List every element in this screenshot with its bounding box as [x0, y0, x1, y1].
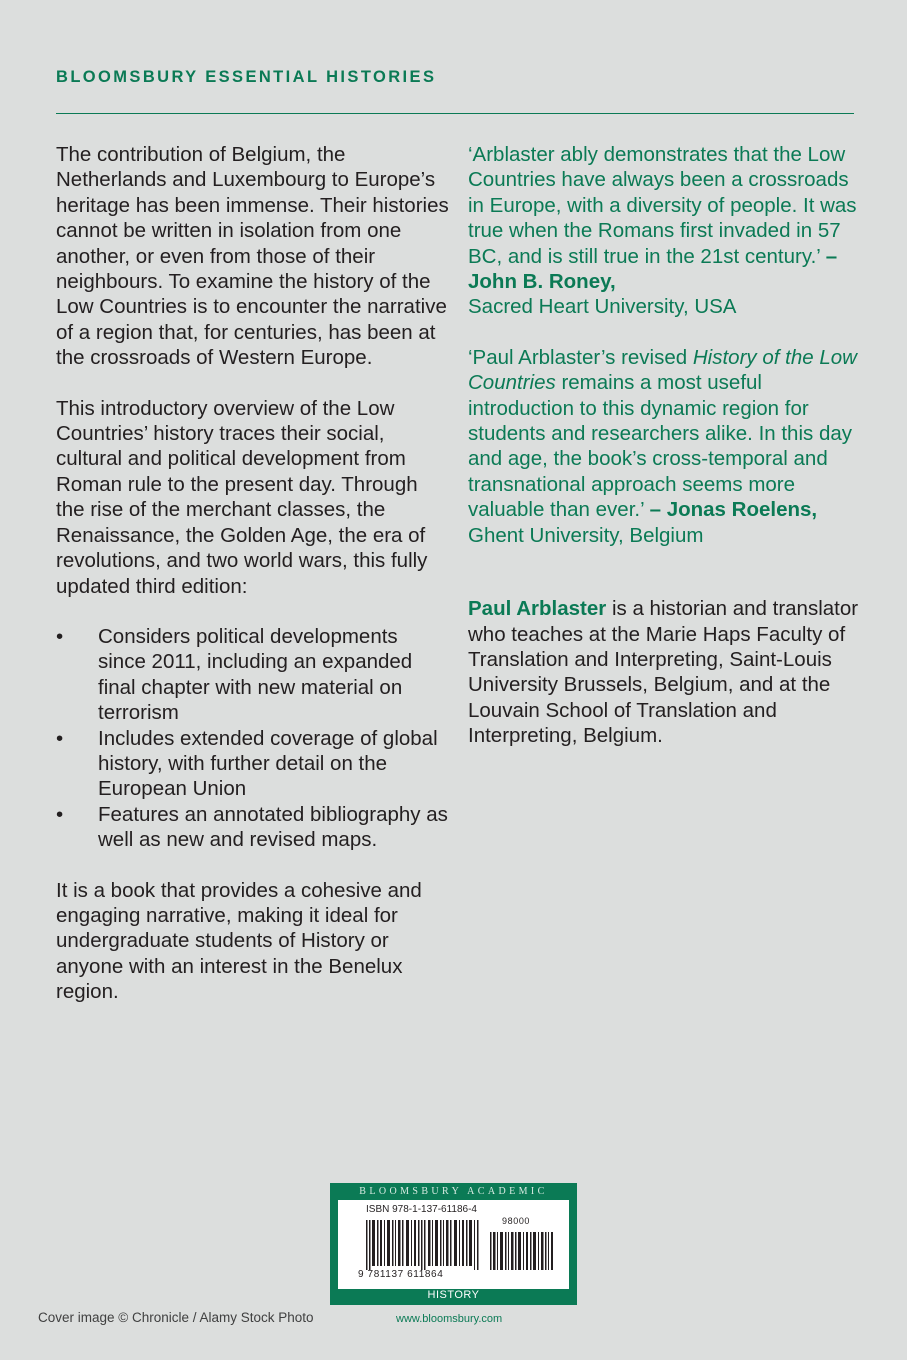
quote-author: – Jonas Roelens, — [649, 498, 818, 522]
feature-list — [56, 624, 451, 853]
feature-list-item — [56, 726, 451, 802]
isbn-label: ISBN 978-1-137-61186-4 — [366, 1204, 477, 1215]
barcode-panel — [330, 1183, 577, 1305]
endorsement-quote-2 — [468, 345, 863, 548]
addon-digits: 98000 — [502, 1216, 531, 1226]
book-title: History of the Low Countries — [468, 345, 857, 395]
quote-affiliation: Ghent University, Belgium — [468, 523, 704, 547]
endorsement-column — [468, 142, 863, 749]
quote-affiliation: Sacred Heart University, USA — [468, 295, 737, 319]
quote-text: remains a most useful introduction to this dynamic region for students and researchers alike. In this day and age, the book’s cross-temporal and transnational approach seems more valuable than ever.’ — [468, 371, 853, 522]
category-label: HISTORY — [427, 1289, 480, 1301]
feature-text: Features an annotated bibliography as well as new and revised maps. — [98, 802, 448, 852]
author-bio — [468, 596, 863, 748]
series-title: BLOOMSBURY ESSENTIAL HISTORIES — [56, 68, 437, 86]
barcode-digits: 9 781137 611864 — [358, 1269, 444, 1280]
barcode-label — [338, 1200, 569, 1289]
description-paragraph-2: This introductory overview of the Low Countries’ history traces their social, cultural and political development from Roman rule to the present day. Through the rise of the merchant classes, the Renaissance, the Golden Age, the era of revolutions, and two world wars, this fully updated third edition: — [56, 396, 428, 598]
author-name: Paul Arblaster — [468, 597, 607, 621]
cover-credit: Cover image © Chronicle / Alamy Stock Photo — [38, 1310, 314, 1325]
feature-list-item — [56, 802, 451, 853]
barcode-icon — [366, 1220, 566, 1270]
publisher-band: BLOOMSBURY ACADEMIC — [359, 1186, 548, 1197]
feature-text: Considers political developments since 2011, including an expanded final chapter with new material on terrorism — [98, 624, 413, 725]
bullet-icon: • — [56, 624, 64, 648]
feature-text: Includes extended coverage of global history, with further detail on the European Union — [98, 726, 438, 801]
quote-text: ‘Arblaster ably demonstrates that the Low Countries have always been a crossroads in Europe, with a diversity of people. It was true when the Romans first invaded in 57 BC, and is still true in the 21st century.’ — [468, 143, 857, 268]
header-divider — [56, 113, 854, 114]
quote-author: – John B. Roney, — [468, 244, 838, 294]
description-paragraph-3: It is a book that provides a cohesive and engaging narrative, making it ideal for undergraduate students of History or anyone with an interest in the Benelux region. — [56, 878, 422, 1004]
endorsement-quote-1 — [468, 142, 863, 320]
author-bio-text: is a historian and translator who teaches at the Marie Haps Faculty of Translation and Interpreting, Saint-Louis University Brussels, Belgium, and at the Louvain School of Translation and Interpreting, Belgium. — [468, 597, 859, 748]
publisher-website-link[interactable]: www.bloomsbury.com — [396, 1313, 503, 1325]
bullet-icon: • — [56, 726, 64, 750]
feature-list-item — [56, 624, 451, 726]
quote-text: ‘Paul Arblaster’s revised — [468, 345, 693, 369]
bullet-icon: • — [56, 802, 64, 826]
description-column — [56, 142, 451, 1030]
description-paragraph-1: The contribution of Belgium, the Netherlands and Luxembourg to Europe’s heritage has been immense. Their histories cannot be written in isolation from one another, or even from those of their neighbours. To examine the history of the Low Countries is to encounter the narrative of a region that, for centuries, has been at the crossroads of Western Europe. — [56, 143, 449, 370]
